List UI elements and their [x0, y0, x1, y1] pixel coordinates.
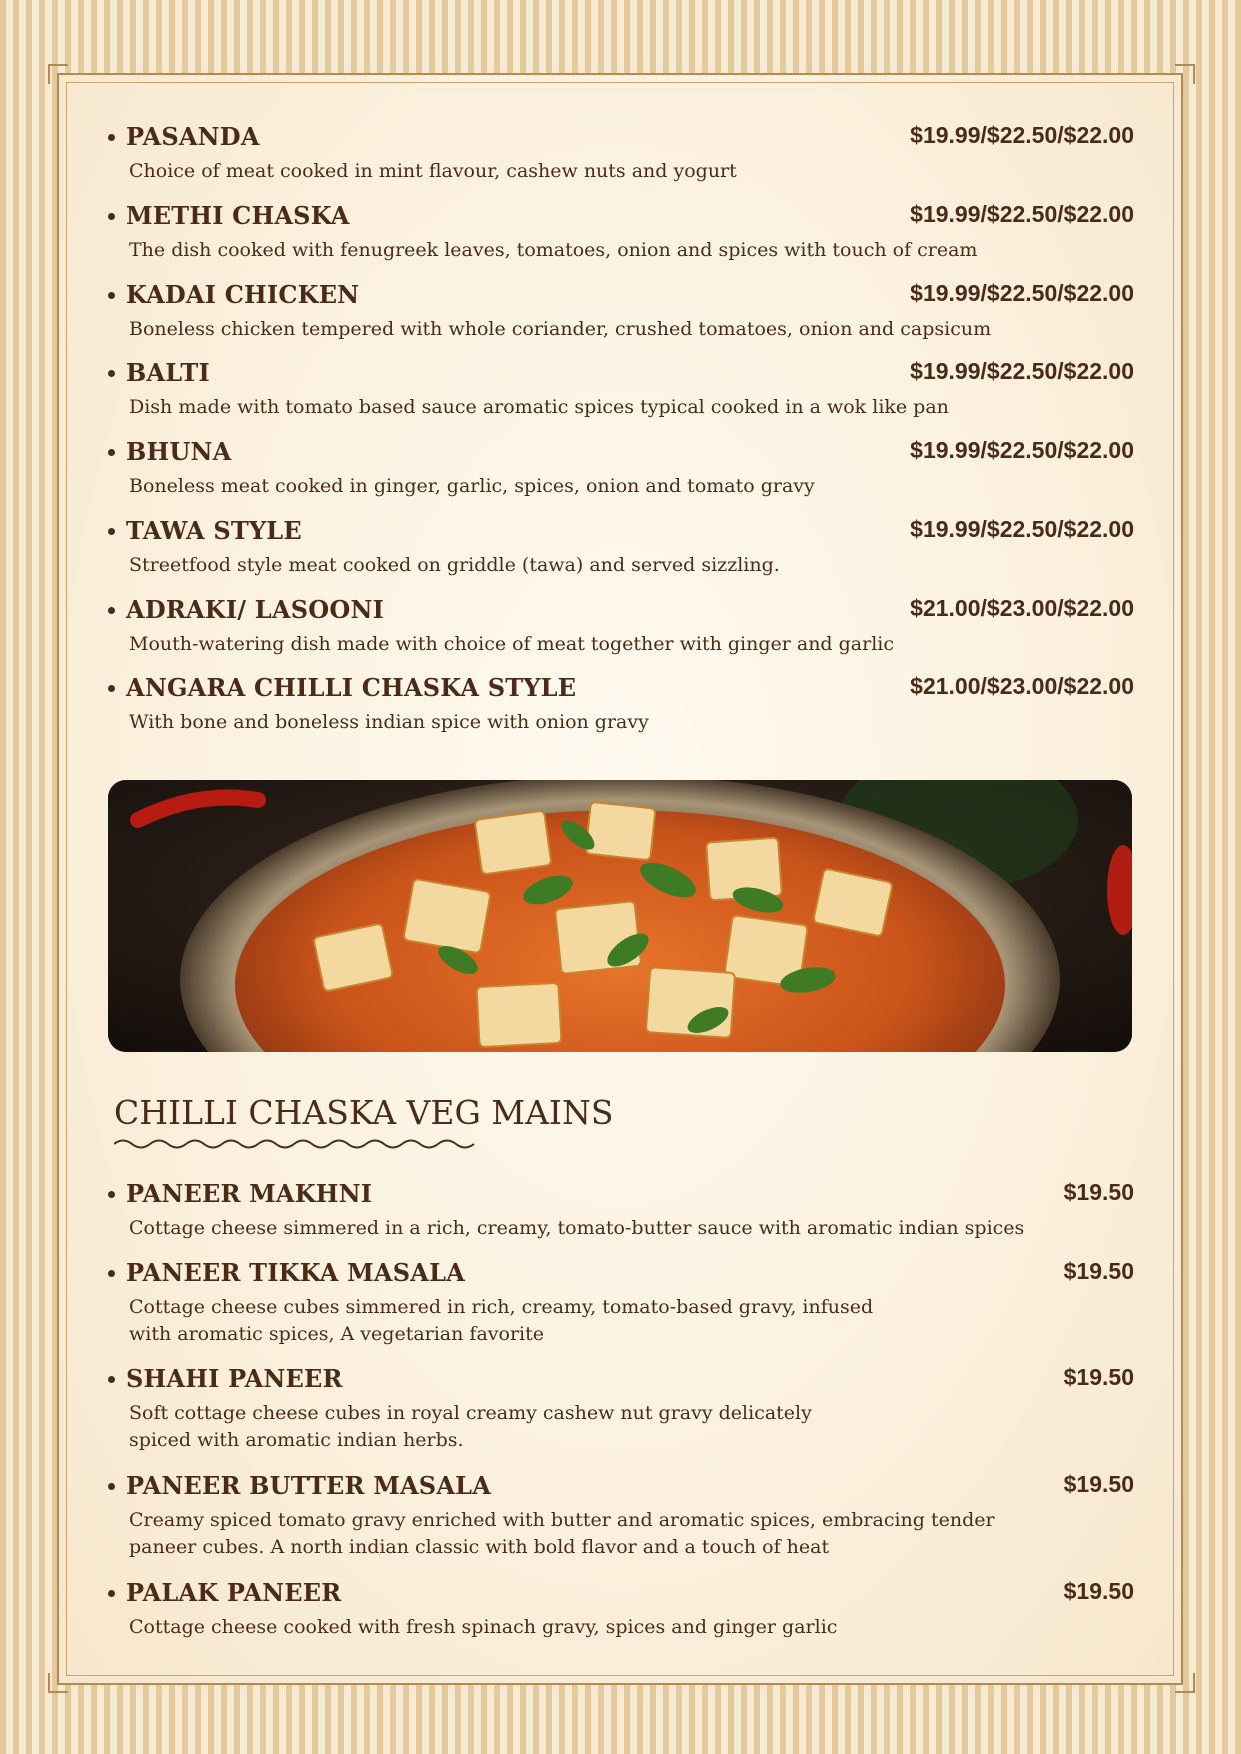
- bullet-icon: [108, 1270, 115, 1277]
- menu-item: [108, 1258, 1132, 1348]
- item-price: $21.00/$23.00/$22.00: [910, 595, 1134, 621]
- item-price: $19.50: [1063, 1578, 1134, 1604]
- item-name: PASANDA: [126, 122, 260, 151]
- bullet-icon: [108, 449, 115, 456]
- bullet-icon: [108, 1376, 115, 1383]
- item-description: Cottage cheese simmered in a rich, creamy, tomato-butter sauce with aromatic indian spices: [129, 1217, 1025, 1239]
- section-title: CHILLI CHASKA VEG MAINS: [114, 1093, 614, 1132]
- item-name: PANEER BUTTER MASALA: [126, 1471, 492, 1500]
- bullet-icon: [108, 1590, 115, 1597]
- bullet-icon: [108, 528, 115, 535]
- item-name: PALAK PANEER: [126, 1578, 342, 1607]
- menu-item: [108, 1364, 1132, 1454]
- item-price: $21.00/$23.00/$22.00: [910, 673, 1134, 699]
- decorative-squiggle: [114, 1137, 484, 1151]
- item-price: $19.50: [1063, 1179, 1134, 1205]
- bullet-icon: [108, 685, 115, 692]
- item-description: Boneless chicken tempered with whole coriander, crushed tomatoes, onion and capsicum: [129, 318, 992, 340]
- item-description: Choice of meat cooked in mint flavour, cashew nuts and yogurt: [129, 160, 737, 182]
- item-name: TAWA STYLE: [126, 516, 302, 545]
- item-name: SHAHI PANEER: [126, 1364, 343, 1393]
- item-description: Cottage cheese cooked with fresh spinach gravy, spices and ginger garlic: [129, 1616, 838, 1638]
- paneer-curry-photo: [108, 780, 1132, 1052]
- item-name: KADAI CHICKEN: [126, 280, 360, 309]
- item-description: With bone and boneless indian spice with onion gravy: [129, 711, 649, 733]
- menu-item: [108, 595, 1132, 658]
- item-price: $19.99/$22.50/$22.00: [910, 201, 1134, 227]
- menu-item: [108, 358, 1132, 421]
- item-price: $19.50: [1063, 1258, 1134, 1284]
- menu-item: [108, 201, 1132, 264]
- menu-item: [108, 1471, 1132, 1561]
- paneer-curry-illustration: [108, 780, 1132, 1052]
- bullet-icon: [108, 292, 115, 299]
- bullet-icon: [108, 213, 115, 220]
- item-description: Soft cottage cheese cubes in royal creamy cashew nut gravy delicately spiced with aromatic indian herbs.: [129, 1402, 812, 1451]
- item-price: $19.50: [1063, 1471, 1134, 1497]
- frame-corner-ornament: [48, 64, 68, 84]
- menu-item: [108, 516, 1132, 579]
- item-price: $19.99/$22.50/$22.00: [910, 358, 1134, 384]
- item-description: Mouth-watering dish made with choice of meat together with ginger and garlic: [129, 633, 895, 655]
- item-name: ADRAKI/ LASOONI: [126, 595, 385, 624]
- menu-item: [108, 673, 1132, 736]
- item-name: BALTI: [126, 358, 210, 387]
- item-price: $19.99/$22.50/$22.00: [910, 516, 1134, 542]
- item-name: PANEER MAKHNI: [126, 1179, 373, 1208]
- item-description: Streetfood style meat cooked on griddle (tawa) and served sizzling.: [129, 554, 780, 576]
- item-price: $19.50: [1063, 1364, 1134, 1390]
- bullet-icon: [108, 607, 115, 614]
- item-description: Boneless meat cooked in ginger, garlic, spices, onion and tomato gravy: [129, 475, 815, 497]
- menu-item: [108, 1578, 1132, 1641]
- bullet-icon: [108, 134, 115, 141]
- item-price: $19.99/$22.50/$22.00: [910, 122, 1134, 148]
- menu-item: [108, 437, 1132, 500]
- item-description: Dish made with tomato based sauce aromatic spices typical cooked in a wok like pan: [129, 396, 949, 418]
- frame-corner-ornament: [1175, 1673, 1195, 1693]
- item-description: Cottage cheese cubes simmered in rich, creamy, tomato-based gravy, infused with aromatic spices, A vegetarian favorite: [129, 1296, 874, 1345]
- bullet-icon: [108, 370, 115, 377]
- item-description: The dish cooked with fenugreek leaves, tomatoes, onion and spices with touch of cream: [129, 239, 978, 261]
- menu-item: [108, 122, 1132, 185]
- item-price: $19.99/$22.50/$22.00: [910, 437, 1134, 463]
- bullet-icon: [108, 1191, 115, 1198]
- frame-corner-ornament: [48, 1673, 68, 1693]
- item-name: METHI CHASKA: [126, 201, 350, 230]
- item-name: PANEER TIKKA MASALA: [126, 1258, 465, 1287]
- item-name: ANGARA CHILLI CHASKA STYLE: [126, 673, 577, 702]
- item-description: Creamy spiced tomato gravy enriched with butter and aromatic spices, embracing tender paneer cubes. A north indian classic with bold flavor and a touch of heat: [129, 1509, 995, 1558]
- menu-item: [108, 1179, 1132, 1242]
- item-name: BHUNA: [126, 437, 232, 466]
- bullet-icon: [108, 1483, 115, 1490]
- item-price: $19.99/$22.50/$22.00: [910, 280, 1134, 306]
- frame-corner-ornament: [1175, 64, 1195, 84]
- menu-item: [108, 280, 1132, 343]
